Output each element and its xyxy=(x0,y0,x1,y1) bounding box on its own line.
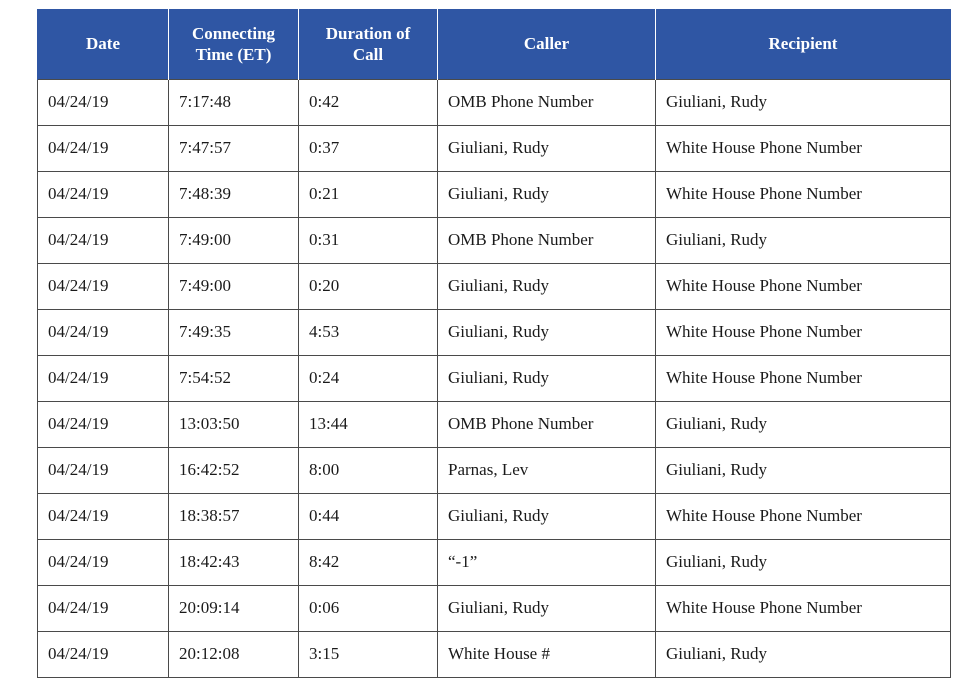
cell-date: 04/24/19 xyxy=(38,447,169,493)
table-body xyxy=(38,79,951,677)
cell-caller: Giuliani, Rudy xyxy=(438,125,656,171)
cell-date: 04/24/19 xyxy=(38,493,169,539)
cell-recipient: White House Phone Number xyxy=(656,355,951,401)
cell-recipient: Giuliani, Rudy xyxy=(656,79,951,125)
cell-caller: Giuliani, Rudy xyxy=(438,171,656,217)
table-row xyxy=(38,217,951,263)
cell-connecting-time: 20:12:08 xyxy=(169,631,299,677)
header-connecting-time-line-1: Connecting xyxy=(191,23,276,43)
cell-caller: OMB Phone Number xyxy=(438,401,656,447)
cell-date: 04/24/19 xyxy=(38,539,169,585)
cell-caller: Giuliani, Rudy xyxy=(438,585,656,631)
cell-recipient: White House Phone Number xyxy=(656,171,951,217)
table-row xyxy=(38,125,951,171)
cell-caller: Giuliani, Rudy xyxy=(438,355,656,401)
cell-date: 04/24/19 xyxy=(38,631,169,677)
call-records-table xyxy=(37,9,951,678)
cell-caller: “-1” xyxy=(438,539,656,585)
cell-duration: 0:37 xyxy=(299,125,438,171)
cell-connecting-time: 18:38:57 xyxy=(169,493,299,539)
call-records-table-container xyxy=(37,9,950,678)
cell-connecting-time: 16:42:52 xyxy=(169,447,299,493)
cell-recipient: White House Phone Number xyxy=(656,493,951,539)
cell-connecting-time: 7:49:00 xyxy=(169,263,299,309)
cell-connecting-time: 13:03:50 xyxy=(169,401,299,447)
table-row xyxy=(38,355,951,401)
table-header xyxy=(38,9,951,79)
table-row xyxy=(38,309,951,355)
cell-recipient: Giuliani, Rudy xyxy=(656,447,951,493)
table-row xyxy=(38,585,951,631)
cell-duration: 8:00 xyxy=(299,447,438,493)
cell-date: 04/24/19 xyxy=(38,309,169,355)
cell-recipient: Giuliani, Rudy xyxy=(656,401,951,447)
header-duration xyxy=(299,9,438,79)
cell-caller: White House # xyxy=(438,631,656,677)
cell-connecting-time: 7:49:35 xyxy=(169,309,299,355)
cell-duration: 13:44 xyxy=(299,401,438,447)
cell-recipient: White House Phone Number xyxy=(656,125,951,171)
cell-recipient: White House Phone Number xyxy=(656,585,951,631)
cell-caller: OMB Phone Number xyxy=(438,79,656,125)
cell-duration: 3:15 xyxy=(299,631,438,677)
cell-duration: 0:44 xyxy=(299,493,438,539)
cell-duration: 4:53 xyxy=(299,309,438,355)
table-row xyxy=(38,493,951,539)
header-caller: Caller xyxy=(438,9,656,79)
table-row xyxy=(38,401,951,447)
header-row xyxy=(38,9,951,79)
header-recipient: Recipient xyxy=(656,9,951,79)
cell-date: 04/24/19 xyxy=(38,263,169,309)
cell-connecting-time: 7:54:52 xyxy=(169,355,299,401)
cell-recipient: Giuliani, Rudy xyxy=(656,217,951,263)
table-row xyxy=(38,79,951,125)
cell-recipient: Giuliani, Rudy xyxy=(656,631,951,677)
table-row xyxy=(38,263,951,309)
cell-caller: Giuliani, Rudy xyxy=(438,263,656,309)
header-connecting-time xyxy=(169,9,299,79)
cell-connecting-time: 7:47:57 xyxy=(169,125,299,171)
cell-date: 04/24/19 xyxy=(38,401,169,447)
cell-caller: Giuliani, Rudy xyxy=(438,309,656,355)
cell-date: 04/24/19 xyxy=(38,585,169,631)
cell-date: 04/24/19 xyxy=(38,171,169,217)
cell-date: 04/24/19 xyxy=(38,355,169,401)
cell-duration: 8:42 xyxy=(299,539,438,585)
table-row xyxy=(38,631,951,677)
cell-connecting-time: 7:17:48 xyxy=(169,79,299,125)
cell-caller: Giuliani, Rudy xyxy=(438,493,656,539)
cell-duration: 0:06 xyxy=(299,585,438,631)
cell-duration: 0:20 xyxy=(299,263,438,309)
cell-recipient: Giuliani, Rudy xyxy=(656,539,951,585)
cell-recipient: White House Phone Number xyxy=(656,309,951,355)
cell-connecting-time: 18:42:43 xyxy=(169,539,299,585)
cell-duration: 0:21 xyxy=(299,171,438,217)
cell-duration: 0:24 xyxy=(299,355,438,401)
table-row xyxy=(38,447,951,493)
cell-caller: OMB Phone Number xyxy=(438,217,656,263)
cell-recipient: White House Phone Number xyxy=(656,263,951,309)
cell-duration: 0:31 xyxy=(299,217,438,263)
header-connecting-time-line-2: Time (ET) xyxy=(195,44,272,64)
cell-connecting-time: 7:49:00 xyxy=(169,217,299,263)
cell-caller: Parnas, Lev xyxy=(438,447,656,493)
cell-duration: 0:42 xyxy=(299,79,438,125)
cell-date: 04/24/19 xyxy=(38,125,169,171)
cell-connecting-time: 7:48:39 xyxy=(169,171,299,217)
table-row xyxy=(38,171,951,217)
cell-date: 04/24/19 xyxy=(38,79,169,125)
table-row xyxy=(38,539,951,585)
header-duration-line-1: Duration of xyxy=(325,23,411,43)
cell-date: 04/24/19 xyxy=(38,217,169,263)
header-duration-line-2: Call xyxy=(352,44,384,64)
header-date: Date xyxy=(38,9,169,79)
cell-connecting-time: 20:09:14 xyxy=(169,585,299,631)
